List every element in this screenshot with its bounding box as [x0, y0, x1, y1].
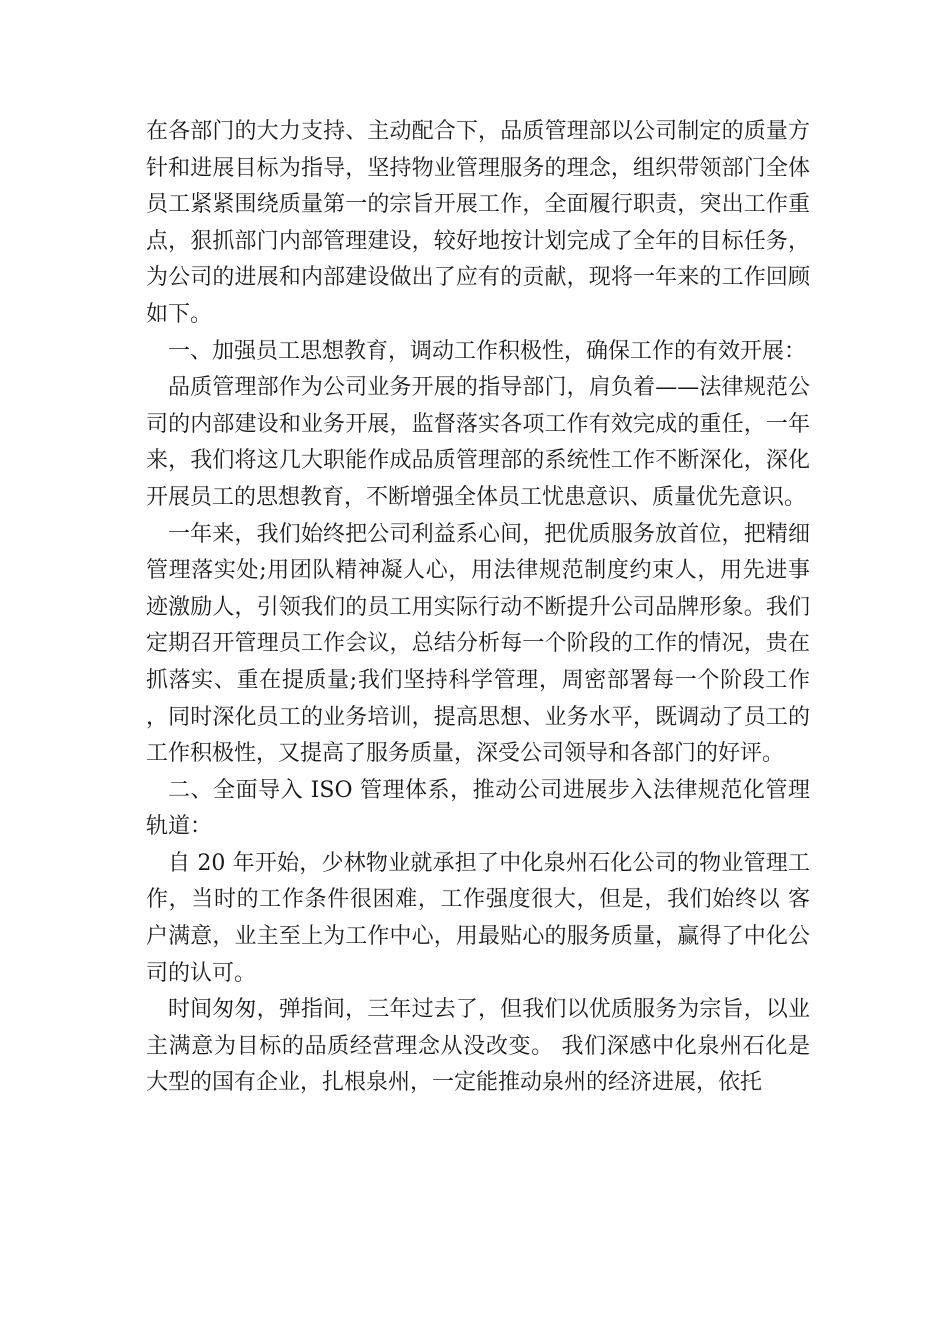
intro-paragraph: 在各部门的大力支持、主动配合下，品质管理部以公司制定的质量方针和进展目标为指导，坚持物业管理服务的理念，组织带领部门全体员工紧紧围绕质量第一的宗旨开展工作，全面履行职责，突出工作重点，狠抓部门内部管理建设，较好地按计划完成了全年的目标任务，为公司的进展和内部建设做出了应有的贡献，现将一年来的工作回顾如下。 [146, 119, 810, 327]
section-1-paragraph-2: 一年来，我们始终把公司利益系心间，把优质服务放首位，把精细管理落实处;用团队精神凝人心，用法律规范制度约束人，用先进事迹激励人，引领我们的员工用实际行动不断提升公司品牌形象。我们定期召开管理员工作会议，总结分析每一个阶段的工作的情况，贵在抓落实、重在提质量;我们坚持科学管理，周密部署每一个阶段工作，同时深化员工的业务培训，提高思想、业务水平，既调动了员工的工作积极性，又提高了服务质量，深受公司领导和各部门的好评。 [146, 521, 810, 767]
section-2-paragraph-1: 自 20 年开始，少林物业就承担了中化泉州石化公司的物业管理工作，当时的工作条件很困难，工作强度很大，但是，我们始终以 客户满意，业主至上为工作中心，用最贴心的服务质量，赢得了中化公司的认可。 [146, 850, 810, 986]
section-heading-2: 二、全面导入 ISO 管理体系，推动公司进展步入法律规范化管理轨道： [146, 777, 810, 840]
section-1-paragraph-1: 品质管理部作为公司业务开展的指导部门，肩负着——法律规范公司的内部建设和业务开展，监督落实各项工作有效完成的重任，一年来，我们将这几大职能作成品质管理部的系统性工作不断深化，深化开展员工的思想教育，不断增强全体员工忧患意识、质量优先意识。 [146, 375, 810, 510]
section-heading-1: 一、加强员工思想教育，调动工作积极性，确保工作的有效开展： [168, 338, 807, 364]
section-2-paragraph-2: 时间匆匆，弹指间，三年过去了，但我们以优质服务为宗旨，以业主满意为目标的品质经营理念从没改变。 我们深感中化泉州石化是大型的国有企业，扎根泉州，一定能推动泉州的经济进展，依托 [146, 997, 810, 1096]
document-body [146, 114, 810, 1102]
